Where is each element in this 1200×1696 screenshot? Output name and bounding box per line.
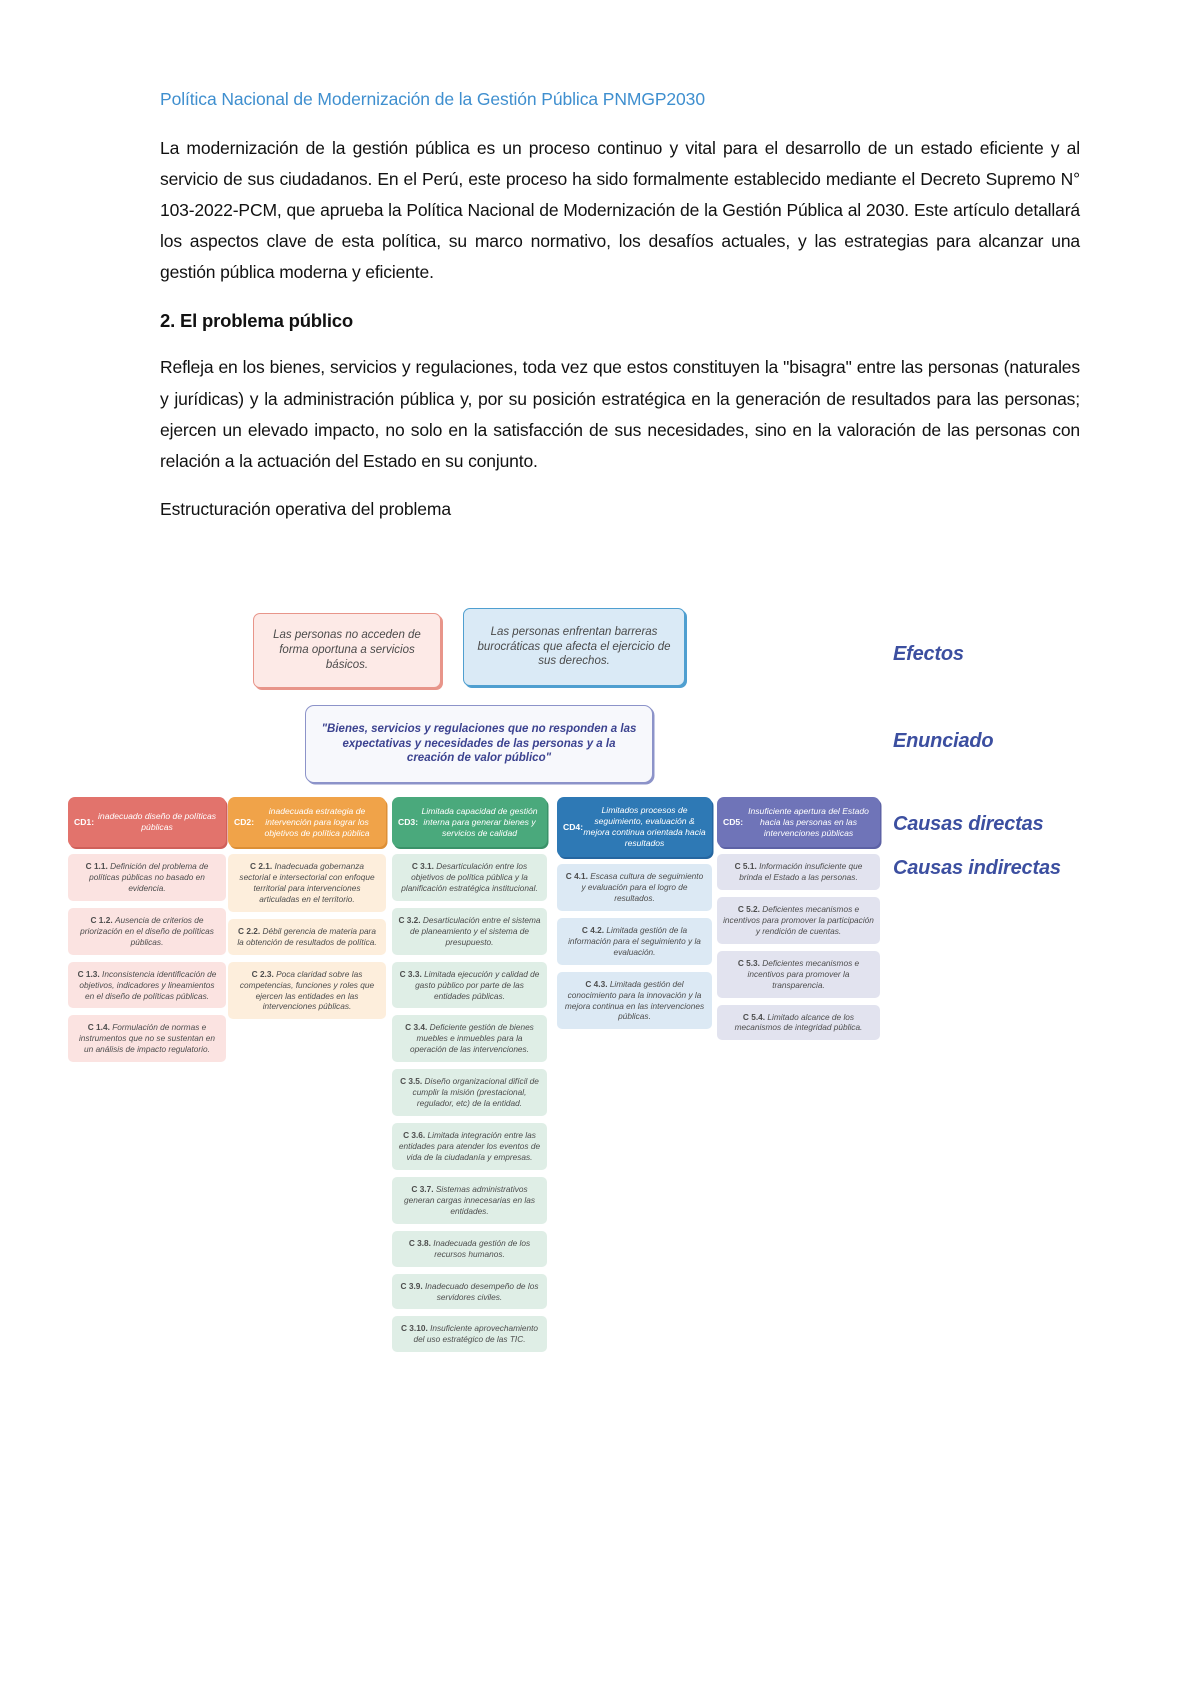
cause-column-code: CD2: (234, 816, 255, 827)
cause-item-code: C 1.1. (85, 861, 111, 871)
cause-item-code: C 4.3. (585, 978, 610, 989)
cause-column-cd5 (717, 797, 880, 1047)
cause-item-code: C 1.3. (77, 968, 103, 979)
cause-item-code: C 1.4. (87, 1022, 113, 1033)
cause-item-code: C 5.2. (737, 903, 763, 914)
cause-column-title: inadecuado diseño de políticas públicas (98, 811, 217, 832)
cause-item (557, 864, 712, 911)
cause-item-code: C 3.2. (398, 914, 423, 925)
cause-column-header (228, 797, 386, 847)
cause-item (557, 918, 712, 965)
section-paragraph: Refleja en los bienes, servicios y regulaciones, toda vez que estos constituyen la "bisagra" entre las personas (naturales y jurídicas) y la administración pública y, por su posición estratégica en la generación de resultados para las personas; ejercen un elevado impacto, no solo en la satisfacción de sus necesidades, sino en la valoración de las personas con relación a la actuación del Estado en su conjunto. (160, 357, 1080, 471)
cause-item-code: C 2.1. (250, 861, 275, 871)
cause-item (557, 972, 712, 1030)
effect-box-1: Las personas no acceden de forma oportuna a servicios básicos. (253, 613, 441, 688)
cause-column-code: CD1: (74, 816, 95, 827)
cause-column-header (717, 797, 880, 847)
cause-item (392, 1316, 547, 1352)
cause-item-code: C 5.4. (742, 1011, 768, 1022)
cause-item-text: Limitada gestión del conocimiento para la innovación y la mejora continua en las intervenciones públicas. (564, 978, 705, 1022)
document-content (160, 88, 1080, 530)
cause-item-code: C 3.5. (400, 1076, 425, 1087)
cause-item-text: Poca claridad sobre las competencias, funciones y roles que ejercen las entidades en las intervenciones públicas. (239, 968, 375, 1012)
cause-item (68, 962, 226, 1009)
cause-item (68, 908, 226, 955)
cause-item-code: C 3.3. (399, 968, 425, 979)
cause-item-text: Limitada gestión de la información para el seguimiento y la evaluación. (568, 924, 701, 957)
cause-item-text: Deficientes mecanismos e incentivos para promover la transparencia. (747, 957, 860, 990)
cause-column-header (392, 797, 547, 847)
cause-item-code: C 3.9. (400, 1280, 425, 1291)
cause-item-text: Débil gerencia de materia para la obtención de resultados de política. (237, 925, 377, 947)
cause-item (717, 951, 880, 998)
cause-item-text: Deficientes mecanismos e incentivos para promover la participación y rendición de cuentas. (723, 903, 874, 936)
cause-item (392, 1274, 547, 1310)
cause-item-text: Insuficiente aprovechamiento del uso estratégico de las TIC. (413, 1323, 538, 1345)
cause-item-text: Diseño organizacional difícil de cumplir la misión (prestacional, regulador, etc) de la entidad. (412, 1076, 539, 1109)
cause-item-text: Inadecuada gestión de los recursos humanos. (433, 1237, 531, 1259)
cause-column-title: Insuficiente apertura del Estado hacia las personas en las intervenciones públicas (748, 805, 869, 838)
cause-column-cd4 (557, 797, 712, 1036)
cause-item-text: Información insuficiente que brinda el Estado a las personas. (739, 861, 863, 882)
cause-item-text: Inadecuada gobernanza sectorial e intersectorial con enfoque territorial para intervenciones articuladas en el territorio. (239, 861, 375, 904)
cause-column-header (557, 797, 712, 857)
side-label-efectos: Efectos (893, 643, 964, 665)
cause-column-title: Limitada capacidad de gestión interna para generar bienes y servicios de calidad (421, 805, 538, 838)
cause-column-cd1 (68, 797, 226, 1069)
cause-item-code: C 3.10. (401, 1323, 431, 1334)
cause-item-code: C 5.1. (734, 861, 760, 871)
cause-item-code: C 2.3. (251, 968, 277, 979)
cause-item-text: Limitada ejecución y calidad de gasto público por parte de las entidades públicas. (415, 968, 540, 1001)
cause-item (392, 908, 547, 955)
cause-item-text: Escasa cultura de seguimiento y evaluación para el logro de resultados. (581, 871, 704, 903)
cause-item-code: C 3.4. (405, 1022, 430, 1033)
cause-item-text: Definición del problema de políticas públicas no basado en evidencia. (89, 861, 209, 893)
cause-item-code: C 3.1. (411, 861, 437, 871)
cause-item (717, 897, 880, 944)
cause-item-code: C 5.3. (737, 957, 763, 968)
cause-item (68, 1015, 226, 1062)
cause-column-header (68, 797, 226, 847)
cause-item (392, 1177, 547, 1224)
cause-item-text: Limitado alcance de los mecanismos de integridad pública. (734, 1011, 863, 1033)
page-title: Política Nacional de Modernización de la Gestión Pública PNMGP2030 (160, 89, 705, 109)
side-label-causas-directas: Causas directas (893, 813, 1044, 835)
intro-paragraph: La modernización de la gestión pública es un proceso continuo y vital para el desarrollo de un estado eficiente y al servicio de sus ciudadanos. En el Perú, este proceso ha sido formalmente establecido mediante el Decreto Supremo N° 103-2022-PCM, que aprueba la Política Nacional de Modernización de la Gestión Pública al 2030. Este artículo detallará los aspectos clave de esta política, su marco normativo, los desafíos actuales, y las estrategias para alcanzar una gestión pública moderna y eficiente. (160, 137, 1080, 283)
cause-column-cd2 (228, 797, 386, 1026)
cause-item (228, 919, 386, 955)
cause-item (717, 854, 880, 890)
cause-item (717, 1005, 880, 1041)
cause-column-title: inadecuada estrategia de intervención para lograr los objetivos de política pública (264, 805, 370, 838)
side-label-enunciado: Enunciado (893, 730, 994, 752)
figure-caption: Estructuración operativa del problema (160, 499, 452, 520)
cause-item-text: Limitada integración entre las entidades para atender los eventos de vida de la ciudadanía y empresas. (398, 1130, 541, 1162)
cause-item-text: Sistemas administrativos generan cargas innecesarias en las entidades. (404, 1183, 535, 1216)
section-heading: 2. El problema público (160, 310, 353, 332)
cause-item-text: Desarticulación entre el sistema de planeamiento y el sistema de presupuesto. (410, 914, 541, 947)
cause-item-text: Inadecuado desempeño de los servidores civiles. (424, 1280, 539, 1302)
cause-item (392, 1231, 547, 1267)
problem-structure-diagram (0, 585, 1200, 1345)
cause-item (228, 854, 386, 912)
cause-item (392, 854, 547, 901)
cause-item-code: C 3.8. (408, 1237, 434, 1248)
effect-box-2: Las personas enfrentan barreras burocráticas que afecta el ejercicio de sus derechos. (463, 608, 685, 686)
side-label-causas-indirectas: Causas indirectas (893, 857, 1061, 879)
cause-item-text: Formulación de normas e instrumentos que no se sustentan en un análisis de impacto regulatorio. (78, 1022, 216, 1055)
cause-item (228, 962, 386, 1020)
problem-statement-box: "Bienes, servicios y regulaciones que no responden a las expectativas y necesidades de las personas y a la creación de valor público" (305, 705, 653, 783)
cause-item-code: C 4.1. (565, 871, 591, 881)
cause-item (392, 1069, 547, 1116)
cause-item-code: C 3.7. (411, 1183, 436, 1194)
cause-item-code: C 3.6. (403, 1130, 428, 1141)
cause-item (68, 854, 226, 901)
cause-column-code: CD4: (563, 821, 584, 832)
cause-item-code: C 4.2. (581, 924, 607, 935)
cause-column-cd3 (392, 797, 547, 1359)
cause-column-code: CD3: (398, 816, 419, 827)
cause-item (392, 1015, 547, 1062)
cause-item (392, 962, 547, 1009)
cause-item-text: Desarticulación entre los objetivos de política pública y la planificación estratégica institucional. (401, 861, 538, 893)
cause-column-title: Limitados procesos de seguimiento, evaluación & mejora continua orientada hacia resultados (583, 805, 706, 848)
cause-item-text: Deficiente gestión de bienes muebles e inmuebles para la operación de las intervenciones. (410, 1022, 534, 1055)
cause-item (392, 1123, 547, 1170)
cause-item-text: Inconsistencia identificación de objetivos, indicadores y lineamientos en el diseño de políticas públicas. (79, 968, 217, 1001)
cause-item-text: Ausencia de criterios de priorización en el diseño de políticas públicas. (80, 914, 214, 947)
cause-item-code: C 2.2. (238, 925, 263, 936)
cause-column-code: CD5: (723, 816, 744, 827)
cause-item-code: C 1.2. (90, 914, 115, 925)
